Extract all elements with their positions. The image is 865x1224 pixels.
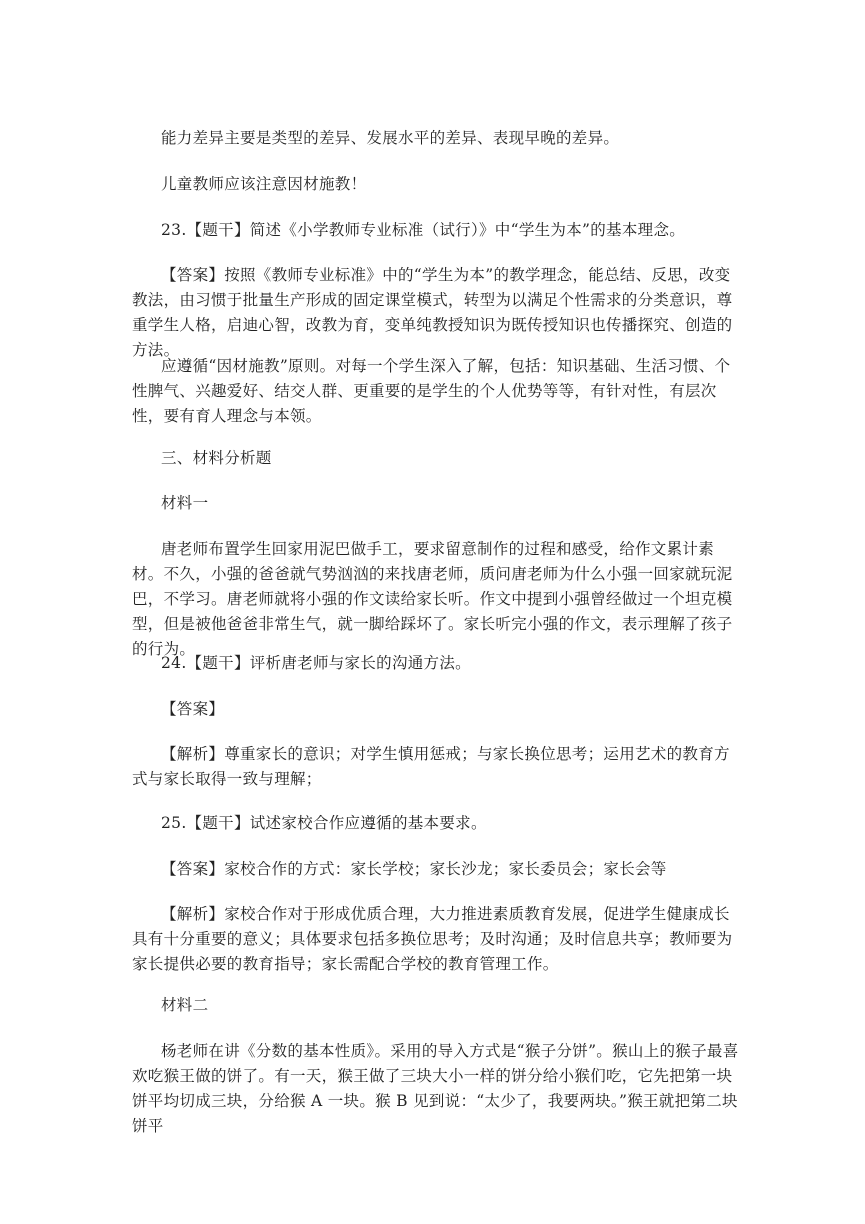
question-24-answer: 【答案】 — [161, 700, 225, 718]
question-23-stem: 23.【题干】简述《小学教师专业标准（试行）》中“学生为本”的基本理念。 — [161, 221, 686, 239]
section-heading-material-analysis: 三、材料分析题 — [161, 449, 272, 467]
question-23-answer-continued: 应遵循“因材施教”原则。对每一个学生深入了解，包括：知识基础、生活习惯、个性脾气、兴趣爱好、结交人群、更重要的是学生的个人优势等等，有针对性，有层次性，要有育人理念与本领。 — [132, 357, 731, 425]
material-two-heading: 材料二 — [161, 996, 209, 1014]
question-24-stem: 24.【题干】评析唐老师与家长的沟通方法。 — [161, 654, 471, 672]
material-two-text: 杨老师在讲《分数的基本性质》。采用的导入方式是“猴子分饼”。猴山上的猴子最喜欢吃猴王做的饼了。有一天，猴王做了三块大小一样的饼分给小猴们吃，它先把第一块饼平均切成三块，分给猴 A 一块。猴 B 见到说：“太少了，我要两块。”猴王就把第二块饼平 — [132, 1042, 739, 1135]
question-23-answer: 【答案】按照《教师专业标准》中的“学生为本”的教学理念，能总结、反思，改变教法，由习惯于批量生产形成的固定课堂模式，转型为以满足个性需求的分类意识，尊重学生人格，启迪心智，改教为育，变单纯教授知识为既传授知识也传播探究、创造的方法。 — [132, 266, 733, 359]
question-25-stem: 25.【题干】试述家校合作应遵循的基本要求。 — [161, 814, 487, 832]
question-24-analysis: 【解析】尊重家长的意识；对学生慎用惩戒；与家长换位思考；运用艺术的教育方式与家长取得一致与理解； — [132, 745, 730, 788]
question-25-answer: 【答案】家校合作的方式：家长学校；家长沙龙；家长委员会；家长会等 — [161, 860, 667, 878]
question-25-analysis: 【解析】家校合作对于形成优质合理，大力推进素质教育发展，促进学生健康成长具有十分重要的意义；具体要求包括多换位思考；及时沟通；及时信息共享；教师要为家长提供必要的教育指导；家长需配合学校的教育管理工作。 — [132, 905, 733, 973]
material-one-heading: 材料一 — [161, 494, 209, 512]
paragraph-ability-difference: 能力差异主要是类型的差异、发展水平的差异、表现早晚的差异。 — [161, 129, 620, 147]
paragraph-teach-accordingly: 儿童教师应该注意因材施教！ — [161, 175, 367, 193]
material-one-text: 唐老师布置学生回家用泥巴做手工，要求留意制作的过程和感受，给作文累计素材。不久，小强的爸爸就气势汹汹的来找唐老师，质问唐老师为什么小强一回家就玩泥巴，不学习。唐老师就将小强的作文读给家长听。作文中提到小强曾经做过一个坦克模型，但是被他爸爸非常生气，就一脚给踩坏了。家长听完小强的作文，表示理解了孩子的行为。 — [132, 540, 733, 658]
